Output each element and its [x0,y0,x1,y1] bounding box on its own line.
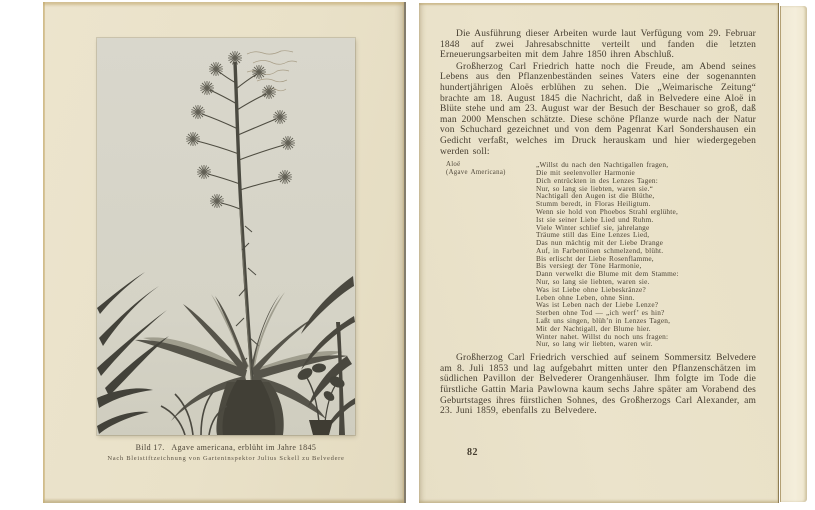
text-column [440,29,756,418]
poem-line: Dann verwelkt die Blume mit dem Stamme: [536,269,679,279]
page-number: 82 [467,447,478,458]
poem-line: Träume still das Eine Lenzes Lied, [536,230,650,240]
plate-caption-credit: Nach Bleistiftzeichnung von Garteninspektor Julius Sckell zu Belvedere [107,455,345,462]
poem-line: Dich entrückten in des Lenzes Tagen: [536,175,658,185]
poem-line: Die mit seelenvoller Harmonie [536,167,635,177]
left-foliage [97,272,169,434]
poem-label-line2: (Agave Americana) [446,169,506,177]
poem-margin-label [440,161,536,348]
poem-line: Nachtigall den Augen ist die Blüthe, [536,191,655,201]
poem-line: „Willst du nach den Nachtigallen fragen, [536,160,669,170]
poem-line: Laßt uns singen, blüh’n in Lenzes Tagen, [536,316,671,326]
poem-line: Sterben ohne Tod — „ich werf’ es hin? [536,308,665,318]
poem-line: Nur, so lang sie liebten, waren sie.“ [536,183,654,193]
paragraph-3: Großherzog Carl Friedrich verschied auf seinem Sommersitz Belvedere am 8. Juli 1853 und lag aufgebahrt mitten unter den Pflanzenschätzen im südlichen Pavillon der Belvederer Orangenhäuser. Ihm folgte im Tode die fürstliche Gattin Maria Pawlowna kaum sechs Jahre später am Vorabend des Geburtstages ihres fürstlichen Sohnes, des Großherzogs Carl Alexander, am 23. Juni 1859, ebenfalls zu Belvedere. [440,353,756,417]
poem-line: Wenn sie hold von Phoebos Strahl erglühte, [536,206,678,216]
poem-line: Was ist Leben nach der Liebe Lenze? [536,300,659,310]
agave-drawing [97,38,355,435]
paragraph-2: Großherzog Carl Friedrich hatte noch die Freude, am Abend seines Lebens aus den Pflanzenbeständen seines Vaters eine der sogenannten hundertjährigen Aloës erblühen zu sehen. Die „Weimarische Zeitung“ brachte am 18. August 1845 die Nachricht, daß in Belvedere eine Aloë in Blüte stehe und am 23. August war der Besuch der Beschauer so groß, daß man 2000 Menschen schätzte. Diese schöne Pflanze wurde nach der Natur von Schuchard gezeichnet und von dem Pagenrat Karl Sondershausen ein Gedicht verfaßt, welches im Druck herauskam und hier wiedergegeben werden soll: [440,61,756,157]
poem-line: Winter nahet. Willst du noch uns fragen: [536,331,669,341]
poem-line: Bis erlischt der Liebe Rosenflamme, [536,253,654,263]
poem-label-line1: Aloë [446,161,461,169]
poem-line: Nur, so lang wir liebten, waren wir. [536,339,653,349]
poem-lines [536,161,756,348]
poem-line: Leben ohne Leben, ohne Sinn. [536,292,635,302]
poem-line: Stumm beredt, in Floras Heiligtum. [536,199,651,209]
paragraph-1: Die Ausführung dieser Arbeiten wurde laut Verfügung vom 29. Februar 1848 auf zwei Jahresabschnitte verteilt und fanden die letzten Erneuerungsarbeiten mit dem Jahre 1850 ihren Abschluß. [440,29,756,61]
poem-line: Auf, in Farbentönen schmelzend, blüht. [536,245,664,255]
poem-line: Was ist Liebe ohne Liebeskränze? [536,284,646,294]
right-page [419,3,779,503]
poem-line: Das nun mächtig mit der Liebe Drange [536,238,664,248]
poem-line: Nur, so lang sie liebten, waren sie. [536,277,650,287]
book-fore-edge [780,6,807,502]
poem-line: Viele Winter schlief sie, jahrelange [536,222,650,232]
poem-line: Bis versiegt der Töne Harmonie, [536,261,642,271]
left-page [43,2,406,503]
poem-block [440,161,756,348]
agave-illustration [97,38,355,435]
plate-caption: Bild 17. Agave americana, erblüht im Jahre 1845 [135,443,317,452]
poem-line: Ist sie seiner Liebe Lied und Ruhm. [536,214,654,224]
poem-line: Mit der Nachtigall, der Blume hier. [536,323,651,333]
